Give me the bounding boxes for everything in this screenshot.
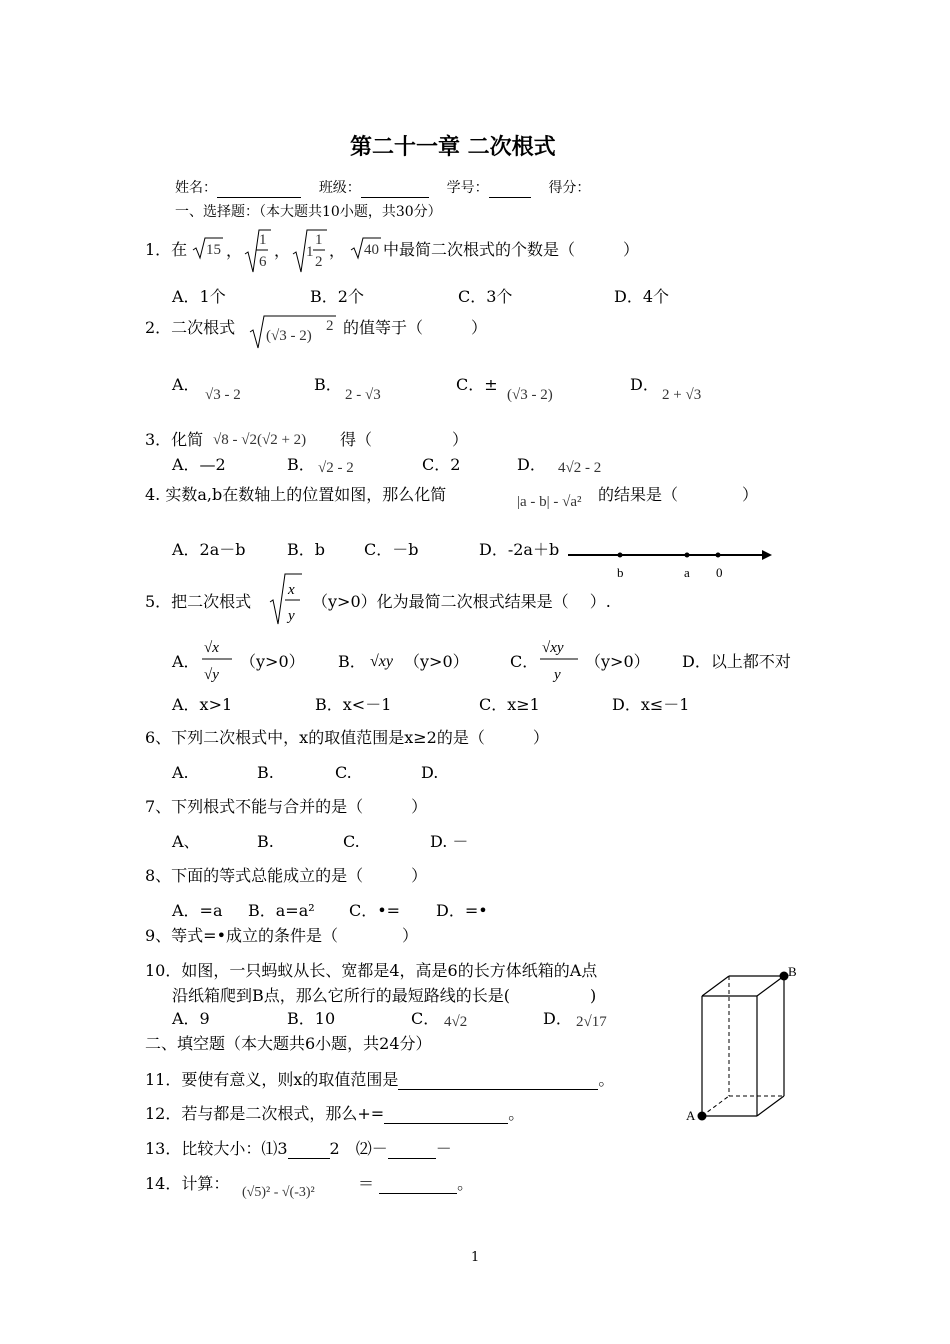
q1-text: 中最简二次根式的个数是（ ） <box>383 240 640 259</box>
point-zero <box>716 553 721 558</box>
q6-option-c[interactable]: C. <box>335 763 352 782</box>
q2-option-d-value: 2 + √3 <box>662 387 702 403</box>
q12-line: 12．若与都是二次根式，那么+= 。 <box>145 1104 525 1123</box>
q3-option-c[interactable]: C．2 <box>422 455 461 474</box>
svg-text:，: ， <box>226 241 243 260</box>
q7-option-d[interactable]: D. － <box>430 832 469 851</box>
q2-option-c-value: (√3 - 2) <box>507 387 553 403</box>
q3-prefix: 3．化简 <box>145 430 204 449</box>
q4-option-c[interactable]: C．－b <box>364 540 419 559</box>
q7-option-c[interactable]: C. <box>343 832 360 851</box>
q10-option-b[interactable]: B．10 <box>287 1009 336 1028</box>
q1-prefix: 1．在 <box>145 240 188 259</box>
q5-option-c-cond: （y>0） <box>585 652 650 671</box>
q10-option-c-label[interactable]: C． <box>411 1009 440 1028</box>
q2-radical <box>250 314 340 350</box>
q8-option-b[interactable]: B．a=a² <box>248 901 315 920</box>
q1-option-c[interactable]: C．3个 <box>458 287 513 306</box>
q4-option-b[interactable]: B．b <box>287 540 326 559</box>
svg-text:√x: √x <box>204 640 219 656</box>
q3-option-b-label[interactable]: B． <box>287 455 315 474</box>
q1-option-d[interactable]: D．4个 <box>614 287 670 306</box>
svg-text:40: 40 <box>364 242 379 258</box>
q2-option-a-label[interactable]: A． <box>172 375 200 394</box>
svg-text:1: 1 <box>259 232 267 248</box>
q5b-option-a[interactable]: A．x>1 <box>172 695 233 714</box>
svg-text:0: 0 <box>716 565 723 580</box>
q2-text: 的值等于（ ） <box>343 318 488 337</box>
q13-blank-2[interactable] <box>388 1142 436 1159</box>
q5-radical <box>270 572 310 626</box>
q8-option-d[interactable]: D．=• <box>436 901 488 920</box>
q3-option-b-value: √2 - 2 <box>318 460 354 476</box>
q12-blank[interactable] <box>384 1107 508 1124</box>
svg-text:y: y <box>554 667 561 683</box>
q5-option-c-label[interactable]: C． <box>510 652 539 671</box>
section-two-heading: 二、填空题（本大题共6小题，共24分） <box>145 1034 432 1053</box>
q1-option-a[interactable]: A．1个 <box>172 287 226 306</box>
q14-blank[interactable] <box>379 1177 457 1194</box>
q5-option-a-label[interactable]: A． <box>172 652 200 671</box>
page-number: 1 <box>471 1250 480 1265</box>
q7-option-b[interactable]: B. <box>257 832 274 851</box>
q6-option-d[interactable]: D. <box>421 763 439 782</box>
q5-option-a-value <box>202 630 238 686</box>
q2-option-d-label[interactable]: D． <box>630 375 659 394</box>
q3-option-d-value: 4√2 - 2 <box>558 460 602 476</box>
point-b <box>618 553 623 558</box>
class-label: 班级： <box>318 180 361 196</box>
q6-option-b[interactable]: B. <box>257 763 274 782</box>
q9-text: 9、等式=•成立的条件是（ ） <box>145 926 419 945</box>
number-line <box>568 540 778 580</box>
q1-r15: 15 <box>206 242 221 258</box>
q5-option-c-value <box>540 630 584 686</box>
q5-option-a-cond: （y>0） <box>240 652 305 671</box>
point-a-marker <box>698 1112 707 1121</box>
q8-option-c[interactable]: C．•= <box>349 901 401 920</box>
q5b-option-c[interactable]: C．x≥1 <box>479 695 540 714</box>
q14-eq: ＝ 。 <box>358 1174 474 1193</box>
q10-option-d-value: 2√17 <box>576 1014 607 1030</box>
q5-text: （y>0）化为最简二次根式结果是（ ）. <box>312 592 611 611</box>
svg-text:y: y <box>288 608 295 624</box>
q7-option-a[interactable]: A、 <box>172 832 200 851</box>
svg-text:2: 2 <box>326 318 334 334</box>
q4-text: 的结果是（ ） <box>598 485 759 504</box>
q2-option-a-value: √3 - 2 <box>205 387 241 403</box>
section-one-heading: 一、选择题：（本大题共10小题，共30分） <box>175 204 442 220</box>
q10-option-d-label[interactable]: D． <box>543 1009 572 1028</box>
q14-expression: (√5)² - √(-3)² <box>242 1185 315 1200</box>
q3-text: 得（ ） <box>340 430 469 449</box>
svg-text:B: B <box>788 964 797 979</box>
q6-text: 6、下列二次根式中，x的取值范围是x≥2的是（ ） <box>145 728 549 747</box>
svg-text:1: 1 <box>306 244 314 260</box>
svg-text:x: x <box>288 582 295 598</box>
q3-option-d-label[interactable]: D． <box>517 455 546 474</box>
q4-option-a[interactable]: A．2a－b <box>172 540 246 559</box>
q12-text: 12．若与都是二次根式，那么+= <box>145 1104 385 1123</box>
svg-text:1: 1 <box>315 232 323 248</box>
q13-blank-1[interactable] <box>288 1142 330 1159</box>
q5-prefix: 5．把二次根式 <box>145 592 252 611</box>
id-label: 学号： <box>446 180 489 196</box>
id-blank[interactable] <box>489 181 531 198</box>
q2-option-b-value: 2 - √3 <box>345 387 381 403</box>
svg-text:b: b <box>617 565 624 580</box>
q11-blank[interactable] <box>398 1073 598 1090</box>
q4-expression: |a - b| - √a² <box>517 494 582 510</box>
svg-text:√xy: √xy <box>542 640 564 656</box>
q5-option-b-value: √xy <box>370 653 393 670</box>
q10-option-a[interactable]: A．9 <box>172 1009 210 1028</box>
page-title: 第二十一章 二次根式 <box>350 135 556 160</box>
q5-option-b-cond: （y>0） <box>404 652 469 671</box>
name-blank[interactable] <box>217 181 301 198</box>
q11-line: 11．要使有意义，则x的取值范围是 。 <box>145 1070 615 1089</box>
q2-option-c-label[interactable]: C．± <box>456 375 498 394</box>
score-label: 得分： <box>548 180 591 196</box>
info-line <box>175 178 590 198</box>
q4-prefix: 4. 实数a,b在数轴上的位置如图，那么化简 <box>145 485 447 504</box>
svg-text:(√3 - 2): (√3 - 2) <box>266 328 312 344</box>
q5-option-d[interactable]: D．以上都不对 <box>682 652 791 671</box>
q1-option-b[interactable]: B．2个 <box>310 287 364 306</box>
q10-line1: 10．如图，一只蚂蚁从长、宽都是4，高是6的长方体纸箱的A点 <box>145 961 598 980</box>
q13-line: 13．比较大小：⑴3 2 ⑵－ － <box>145 1139 452 1158</box>
q13-text: 13．比较大小：⑴3 <box>145 1139 288 1158</box>
svg-text:，: ， <box>274 241 291 260</box>
q8-text: 8、下面的等式总能成立的是（ ） <box>145 866 428 885</box>
q6-option-a[interactable]: A. <box>172 763 189 782</box>
q2-option-b-label[interactable]: B． <box>314 375 342 394</box>
box-figure <box>682 960 802 1130</box>
q10-option-c-value: 4√2 <box>444 1014 468 1030</box>
svg-text:A: A <box>686 1108 696 1123</box>
svg-text:6: 6 <box>259 254 267 270</box>
q11-text: 11．要使有意义，则x的取值范围是 <box>145 1070 399 1089</box>
q5b-option-d[interactable]: D．x≤－1 <box>612 695 690 714</box>
q5b-option-b[interactable]: B．x<－1 <box>315 695 392 714</box>
svg-text:2: 2 <box>315 254 323 270</box>
q3-expression: √8 - √2(√2 + 2) <box>213 432 307 448</box>
svg-text:√y: √y <box>204 667 219 683</box>
q4-option-d[interactable]: D．-2a＋b <box>479 540 560 559</box>
q8-option-a[interactable]: A．=a <box>172 901 223 920</box>
svg-text:，: ， <box>329 241 346 260</box>
q14-prefix: 14．计算： <box>145 1174 230 1193</box>
q10-line2: 沿纸箱爬到B点，那么它所行的最短路线的长是( ) <box>172 986 597 1005</box>
point-a <box>685 553 690 558</box>
class-blank[interactable] <box>361 181 429 198</box>
q3-option-a[interactable]: A．—2 <box>172 455 226 474</box>
q2-prefix: 2．二次根式 <box>145 318 236 337</box>
name-label: 姓名： <box>175 180 217 196</box>
svg-text:a: a <box>684 565 690 580</box>
q7-text: 7、下列根式不能与合并的是（ ） <box>145 797 428 816</box>
q5-option-b-label[interactable]: B． <box>338 652 366 671</box>
